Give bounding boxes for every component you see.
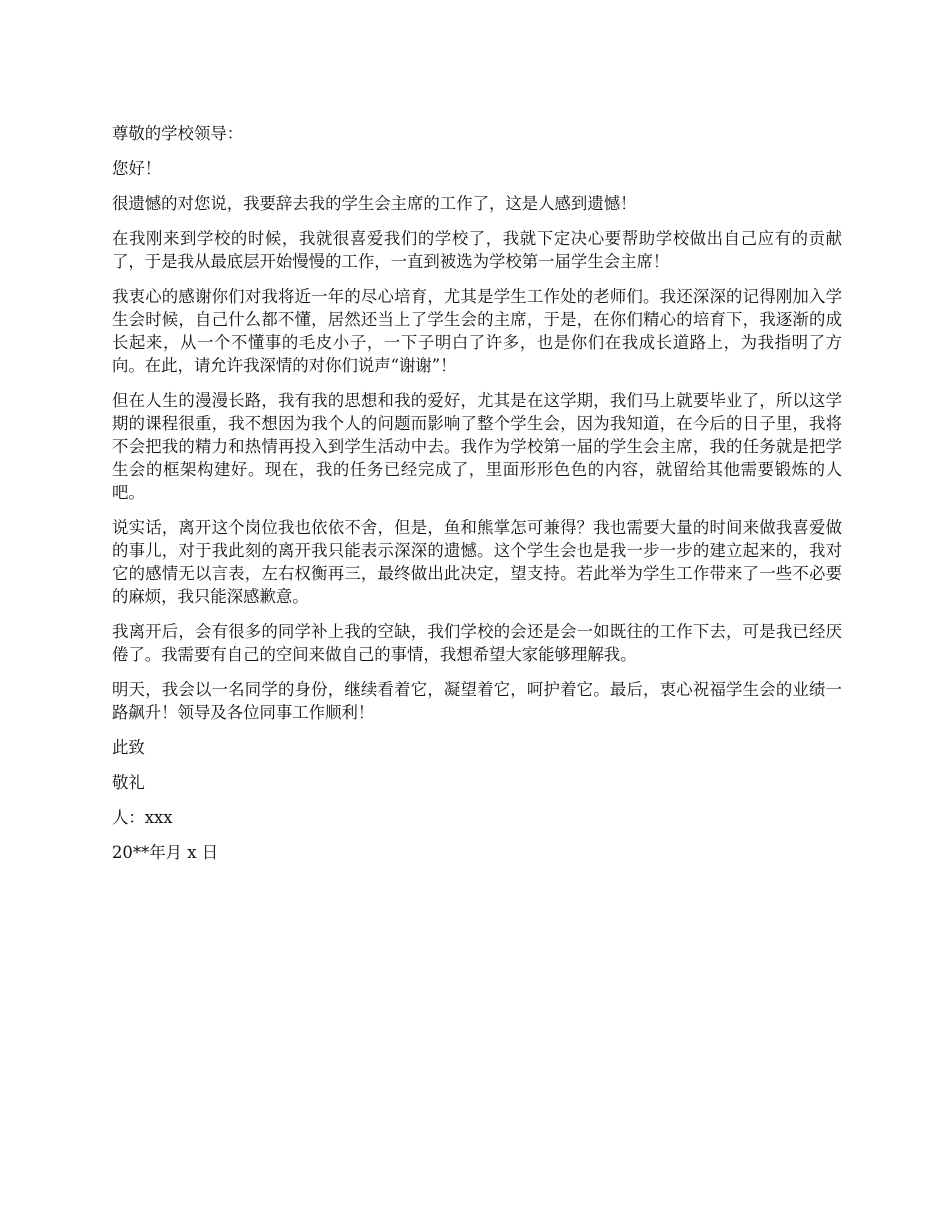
- closing-salute: 敬礼: [112, 773, 145, 792]
- greeting: 您好！: [112, 159, 162, 178]
- letter-body: [112, 122, 842, 876]
- salutation: 尊敬的学校领导：: [112, 124, 244, 143]
- paragraph: 我离开后，会有很多的同学补上我的空缺，我们学校的会还是会一如既往的工作下去，可是我已经厌倦了。我需要有自己的空间来做自己的事情，我想希望大家能够理解我。: [112, 622, 842, 664]
- paragraph: 很遗憾的对您说，我要辞去我的学生会主席的工作了，这是人感到遗憾！: [112, 194, 637, 213]
- paragraph: 我衷心的感谢你们对我将近一年的尽心培育，尤其是学生工作处的老师们。我还深深的记得刚加入学生会时候，自己什么都不懂，居然还当上了学生会的主席，于是，在你们精心的培育下，我逐渐的成长起来，从一个不懂事的毛皮小子，一下子明白了许多，也是你们在我成长道路上，为我指明了方向。在此，请允许我深情的对你们说声“谢谢”！: [112, 287, 842, 375]
- date: 20**年月 x 日: [112, 843, 219, 862]
- paragraph: 在我刚来到学校的时候，我就很喜爱我们的学校了，我就下定决心要帮助学校做出自己应有的贡献了，于是我从最底层开始慢慢的工作，一直到被选为学校第一届学生会主席！: [112, 229, 842, 271]
- paragraph: 说实话，离开这个岗位我也依依不舍，但是，鱼和熊掌怎可兼得？我也需要大量的时间来做我喜爱做的事儿，对于我此刻的离开我只能表示深深的遗憾。这个学生会也是我一步一步的建立起来的，我对它的感情无以言表，左右权衡再三，最终做出此决定，望支持。若此举为学生工作带来了一些不必要的麻烦，我只能深感歉意。: [112, 518, 842, 606]
- paragraph: 明天，我会以一名同学的身份，继续看着它，凝望着它，呵护着它。最后，衷心祝福学生会的业绩一路飙升！领导及各位同事工作顺利！: [112, 680, 842, 722]
- paragraph: 但在人生的漫漫长路，我有我的思想和我的爱好，尤其是在这学期，我们马上就要毕业了，所以这学期的课程很重，我不想因为我个人的问题而影响了整个学生会，因为我知道，在今后的日子里，我将不会把我的精力和热情再投入到学生活动中去。我作为学校第一届的学生会主席，我的任务就是把学生会的框架构建好。现在，我的任务已经完成了，里面形形色色的内容，就留给其他需要锻炼的人吧。: [112, 391, 842, 502]
- closing-line: 此致: [112, 738, 145, 757]
- signature: 人：xxx: [112, 808, 173, 827]
